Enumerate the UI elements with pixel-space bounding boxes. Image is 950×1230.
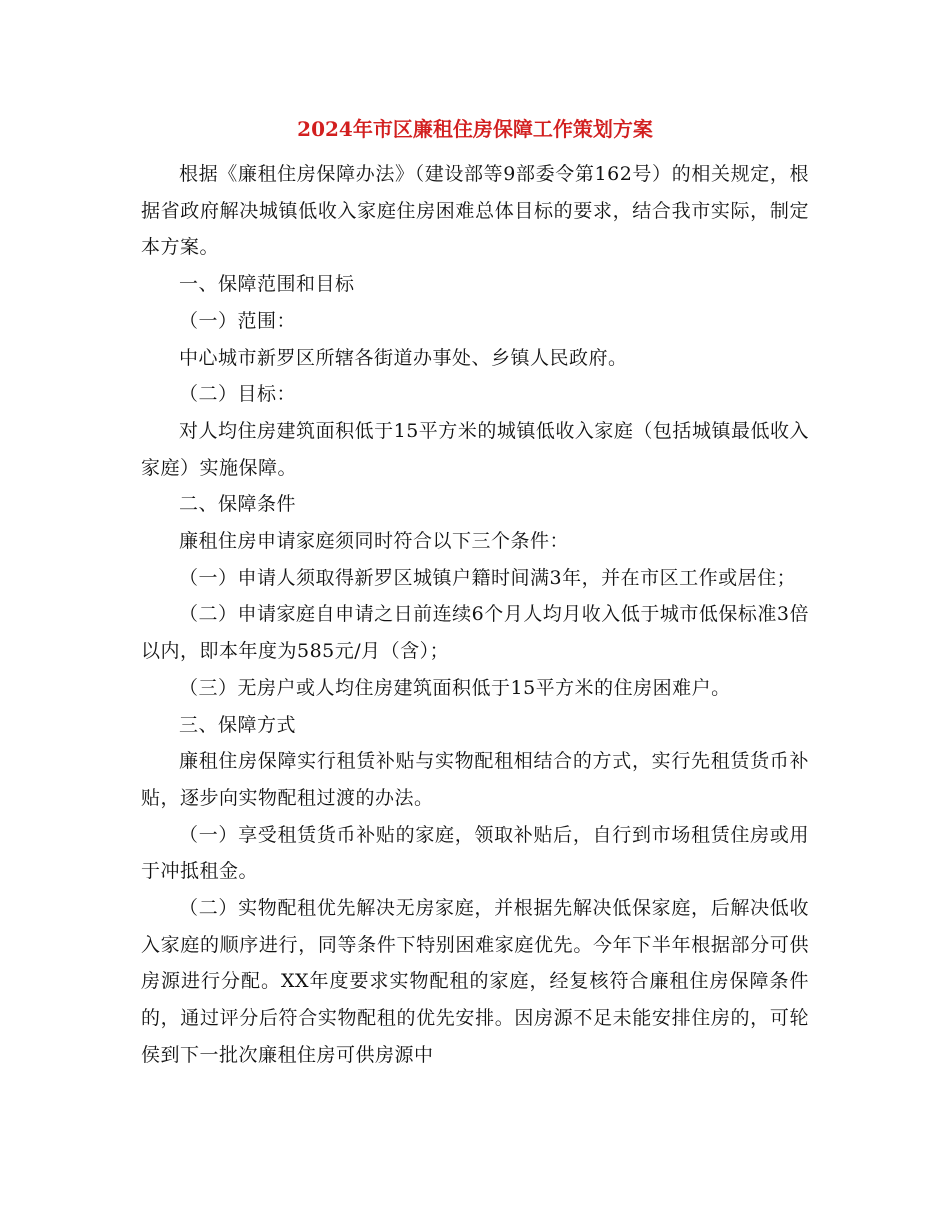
- paragraph-target: 对人均住房建筑面积低于15平方米的城镇低收入家庭（包括城镇最低收入家庭）实施保障。: [141, 419, 809, 479]
- section-heading-1: 一、保障范围和目标: [179, 273, 355, 296]
- paragraph-scope: 中心城市新罗区所辖各街道办事处、乡镇人民政府。: [179, 346, 628, 369]
- document-title: 2024年市区廉租住房保障工作策划方案: [297, 117, 653, 141]
- condition-2: （二）申请家庭自申请之日前连续6个月人均月收入低于城市低保标准3倍以内，即本年度为585元/月（含）；: [141, 603, 809, 663]
- condition-3: （三）无房户或人均住房建筑面积低于15平方米的住房困难户。: [179, 676, 731, 699]
- paragraph-methods-intro: 廉租住房保障实行租赁补贴与实物配租相结合的方式，实行先租赁货币补贴，逐步向实物配租过渡的办法。: [141, 750, 809, 809]
- paragraph-conditions-intro: 廉租住房申请家庭须同时符合以下三个条件：: [179, 530, 570, 553]
- section-heading-3: 三、保障方式: [179, 713, 297, 736]
- condition-1: （一）申请人须取得新罗区城镇户籍时间满3年，并在市区工作或居住；: [179, 566, 797, 589]
- subsection-heading-target: （二）目标：: [179, 383, 297, 406]
- method-2: （二）实物配租优先解决无房家庭，并根据先解决低保家庭，后解决低收入家庭的顺序进行，同等条件下特别困难家庭优先。今年下半年根据部分可供房源进行分配。XX年度要求实物配租的家庭，经复核符合廉租住房保障条件的，通过评分后符合实物配租的优先安排。因房源不足未能安排住房的，可轮侯到下一批次廉租住房可供房源中: [141, 897, 809, 1066]
- document-body: [141, 156, 809, 1074]
- paragraph-1: 根据《廉租住房保障办法》（建设部等9部委令第162号）的相关规定，根据省政府解决城镇低收入家庭住房困难总体目标的要求，结合我市实际，制定本方案。: [141, 163, 809, 259]
- method-1: （一）享受租赁货币补贴的家庭，领取补贴后，自行到市场租赁住房或用于冲抵租金。: [141, 823, 809, 883]
- subsection-heading-scope: （一）范围：: [179, 309, 297, 332]
- section-heading-2: 二、保障条件: [179, 493, 297, 516]
